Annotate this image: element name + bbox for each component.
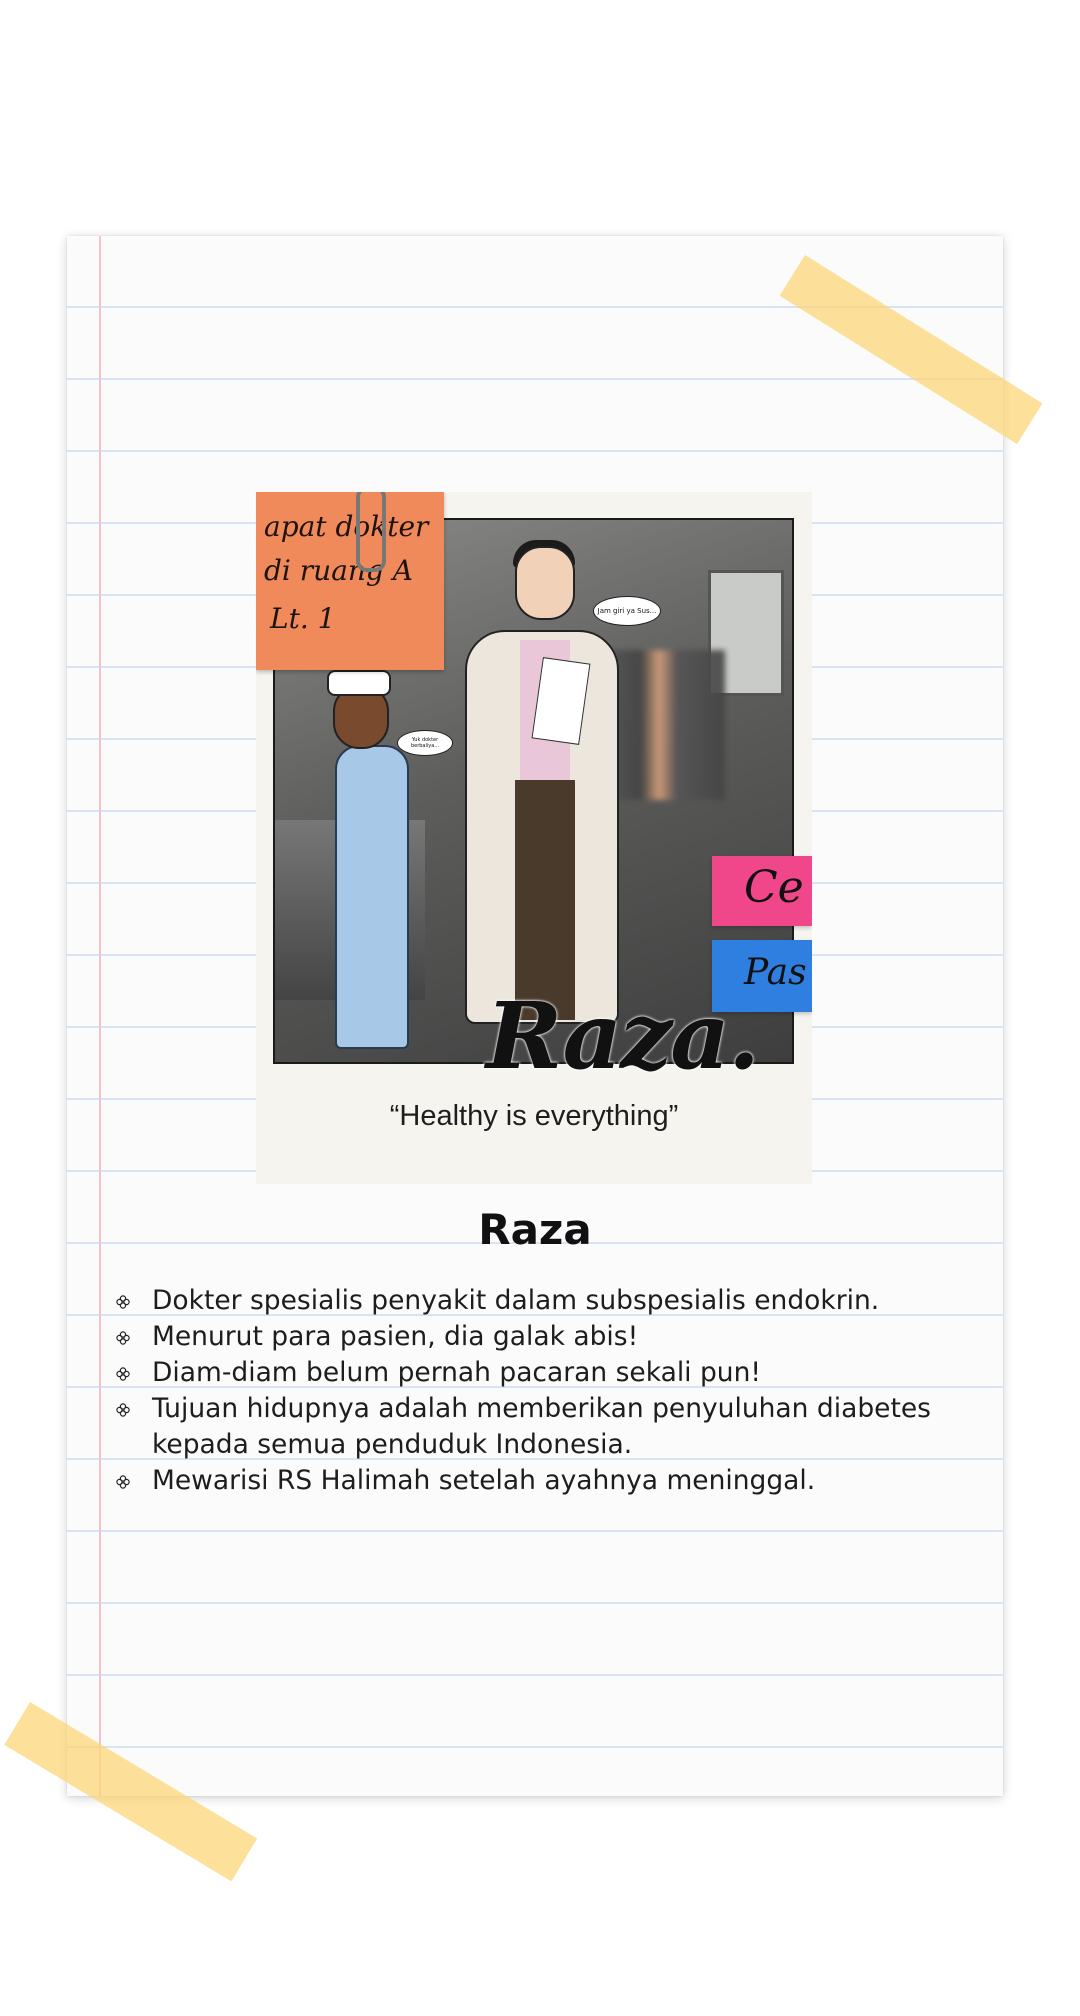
sticky-note-line: Lt. 1 [270,602,336,635]
list-item-text: Mewarisi RS Halimah setelah ayahnya meninggal. [152,1465,816,1496]
doctor-head [515,546,575,620]
pink-sticky-text: Ce [744,862,804,913]
flower-bullet-icon [116,1367,130,1381]
sticky-note-line: di ruang A [264,554,413,587]
nurse-figure [335,745,409,1049]
flower-bullet-icon [116,1475,130,1489]
flower-bullet-icon [116,1295,130,1309]
flower-bullet-icon [116,1403,130,1417]
blurred-weights-illustration [605,650,725,800]
pink-sticky-note [712,856,812,926]
signature-raza: Raza. [486,982,759,1090]
margin-line [99,236,101,1796]
list-item-text: Diam-diam belum pernah pacaran sekali pun! [152,1357,762,1388]
blue-sticky-text: Pas [744,952,807,993]
list-item [112,1319,992,1355]
nurse-cap [327,670,391,696]
sticky-note-line: apat dokter [264,510,429,543]
list-item-text: Dokter spesialis penyakit dalam subspesialis endokrin. [152,1285,880,1316]
nurse-speech-bubble: Yuk dokter berbaliya... [397,730,453,756]
doctor-speech-bubble: Jam giri ya Sus... [593,596,661,626]
list-item [112,1463,992,1499]
paperclip-icon [356,492,386,572]
list-item [112,1355,992,1391]
list-item [112,1283,992,1319]
list-item-text: Tujuan hidupnya adalah memberikan penyuluhan diabetes kepada semua penduduk Indonesia. [152,1393,931,1460]
tagline: “Healthy is everything” [389,1100,679,1132]
list-item [112,1391,992,1463]
character-name: Raza [478,1205,592,1254]
polaroid-card [256,492,812,1184]
flower-bullet-icon [116,1331,130,1345]
orange-sticky-note [256,492,444,670]
list-item-text: Menurut para pasien, dia galak abis! [152,1321,639,1352]
character-facts-list [112,1283,992,1499]
